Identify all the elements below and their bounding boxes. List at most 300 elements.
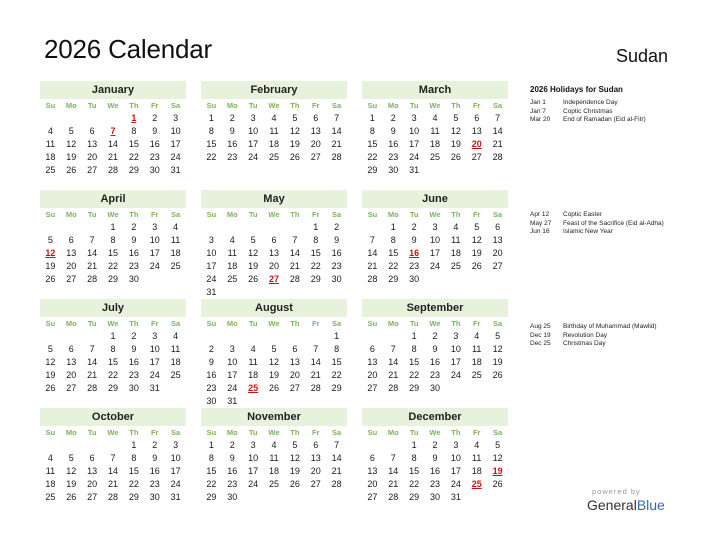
weekday-label: Su [45, 210, 56, 219]
holiday-date: Aug 25 [530, 323, 551, 330]
day-cell: 17 [170, 466, 181, 476]
day-cell: 5 [47, 235, 53, 245]
day-cell: 23 [388, 152, 399, 162]
day-cell: 13 [268, 248, 279, 258]
day-grid [40, 99, 186, 177]
day-cell: 20 [289, 370, 300, 380]
weekday-label: We [268, 319, 280, 328]
weekday-label: Su [367, 210, 378, 219]
weekday-label: Th [290, 101, 300, 110]
day-cell: 11 [451, 235, 461, 245]
holiday-day: 16 [409, 248, 420, 258]
day-cell: 16 [128, 357, 139, 367]
day-grid [201, 208, 347, 299]
day-cell: 11 [269, 453, 279, 463]
month-august [201, 299, 347, 408]
holiday-date: Apr 12 [530, 211, 550, 218]
holiday-name: Birthday of Muhammad (Mawlid) [563, 323, 657, 330]
day-cell: 9 [432, 344, 438, 354]
day-cell: 12 [248, 248, 259, 258]
empty-day [61, 221, 82, 234]
day-cell: 8 [131, 126, 137, 136]
holiday-date: Mar 20 [530, 116, 551, 124]
day-cell: 10 [450, 453, 461, 463]
day-cell: 25 [450, 261, 461, 271]
weekday-label: Su [206, 101, 217, 110]
day-cell: 2 [131, 222, 137, 232]
weekday-label: Tu [248, 210, 258, 219]
day-cell: 1 [390, 222, 396, 232]
day-cell: 18 [471, 466, 482, 476]
holiday-day: 19 [492, 466, 503, 476]
day-cell: 12 [471, 235, 482, 245]
day-cell: 21 [87, 370, 98, 380]
weekday-label: Mo [387, 319, 399, 328]
day-cell: 25 [170, 261, 181, 271]
day-cell: 12 [289, 126, 300, 136]
day-cell: 21 [492, 139, 503, 149]
day-cell: 11 [472, 453, 482, 463]
day-cell: 23 [429, 370, 440, 380]
day-cell: 28 [87, 274, 98, 284]
day-cell: 4 [271, 113, 277, 123]
day-cell: 7 [110, 453, 116, 463]
day-cell: 10 [149, 344, 160, 354]
empty-day [82, 112, 103, 125]
weekday-label: Fr [472, 428, 481, 437]
month-july [40, 299, 186, 395]
day-grid [362, 208, 508, 286]
weekday-label: Fr [150, 428, 159, 437]
weekday-label: Sa [331, 428, 342, 437]
day-cell: 21 [289, 261, 300, 271]
day-cell: 13 [310, 453, 321, 463]
day-cell: 25 [45, 492, 56, 502]
day-cell: 18 [268, 466, 279, 476]
day-cell: 2 [131, 331, 137, 341]
day-cell: 19 [45, 370, 56, 380]
day-cell: 22 [206, 479, 217, 489]
day-cell: 12 [450, 126, 461, 136]
day-cell: 1 [208, 440, 214, 450]
day-cell: 22 [367, 152, 378, 162]
day-cell: 23 [227, 152, 238, 162]
day-cell: 6 [313, 440, 319, 450]
day-cell: 23 [227, 479, 238, 489]
day-cell: 2 [152, 113, 158, 123]
day-cell: 18 [45, 479, 56, 489]
day-cell: 5 [474, 222, 480, 232]
day-cell: 18 [450, 248, 461, 258]
month-name: March [362, 81, 508, 99]
weekday-label: Th [451, 319, 461, 328]
day-cell: 20 [87, 152, 98, 162]
day-cell: 27 [492, 261, 503, 271]
day-cell: 16 [149, 466, 160, 476]
day-cell: 31 [170, 165, 181, 175]
day-cell: 15 [128, 139, 139, 149]
day-cell: 17 [170, 139, 181, 149]
day-cell: 2 [390, 113, 396, 123]
month-january [40, 81, 186, 177]
day-cell: 7 [390, 453, 396, 463]
empty-day [61, 112, 82, 125]
day-cell: 31 [227, 396, 238, 406]
day-cell: 19 [450, 139, 461, 149]
weekday-label: Th [290, 210, 300, 219]
day-cell: 3 [229, 344, 235, 354]
holiday-row [530, 340, 705, 349]
day-cell: 7 [390, 344, 396, 354]
weekday-label: Mo [65, 319, 77, 328]
weekday-label: Sa [331, 101, 342, 110]
day-cell: 2 [152, 440, 158, 450]
day-cell: 24 [206, 274, 217, 284]
weekday-label: Th [129, 210, 139, 219]
day-cell: 22 [409, 479, 420, 489]
day-cell: 12 [492, 344, 503, 354]
day-cell: 5 [68, 126, 74, 136]
day-cell: 14 [87, 248, 98, 258]
day-cell: 10 [227, 357, 238, 367]
day-cell: 14 [367, 248, 378, 258]
empty-day [264, 221, 285, 234]
day-cell: 16 [429, 466, 440, 476]
day-cell: 13 [66, 248, 77, 258]
brand-logo [587, 497, 665, 513]
day-cell: 3 [411, 113, 417, 123]
day-cell: 4 [271, 440, 277, 450]
weekday-label: Sa [492, 319, 503, 328]
weekday-label: Sa [331, 319, 342, 328]
day-cell: 10 [170, 126, 181, 136]
day-cell: 13 [471, 126, 482, 136]
holiday-day: 7 [110, 126, 116, 136]
empty-day [201, 221, 222, 234]
day-cell: 25 [45, 165, 56, 175]
day-cell: 10 [170, 453, 181, 463]
empty-day [284, 221, 305, 234]
day-cell: 14 [331, 126, 342, 136]
day-cell: 28 [310, 383, 321, 393]
day-cell: 13 [87, 139, 98, 149]
weekday-label: We [429, 101, 441, 110]
day-cell: 1 [369, 113, 375, 123]
weekday-label: Su [45, 428, 56, 437]
page-title: 2026 Calendar [44, 34, 212, 64]
month-name: February [201, 81, 347, 99]
day-cell: 17 [206, 261, 217, 271]
day-cell: 24 [149, 261, 160, 271]
holiday-date: Dec 25 [530, 340, 551, 348]
weekday-label: Su [206, 210, 217, 219]
weekday-label: Su [367, 319, 378, 328]
day-cell: 3 [432, 222, 438, 232]
day-cell: 9 [390, 126, 396, 136]
day-cell: 13 [367, 466, 378, 476]
weekday-label: Fr [311, 319, 320, 328]
day-cell: 31 [409, 165, 420, 175]
day-cell: 30 [429, 492, 440, 502]
day-cell: 4 [173, 331, 179, 341]
day-cell: 23 [149, 479, 160, 489]
day-cell: 5 [292, 113, 298, 123]
day-cell: 10 [429, 235, 440, 245]
holiday-day: 20 [471, 139, 482, 149]
day-cell: 7 [495, 113, 501, 123]
weekday-label: Fr [311, 101, 320, 110]
day-cell: 8 [411, 344, 417, 354]
day-cell: 11 [248, 357, 258, 367]
holiday-row [530, 228, 705, 237]
day-cell: 14 [388, 466, 399, 476]
day-cell: 3 [173, 113, 179, 123]
weekday-label: We [268, 101, 280, 110]
day-cell: 8 [110, 235, 116, 245]
day-cell: 4 [250, 344, 256, 354]
day-cell: 29 [107, 383, 118, 393]
day-cell: 17 [149, 248, 160, 258]
day-grid [40, 426, 186, 504]
day-cell: 9 [208, 357, 214, 367]
weekday-label: Sa [170, 319, 181, 328]
empty-day [82, 439, 103, 452]
day-cell: 30 [388, 165, 399, 175]
day-cell: 9 [411, 235, 417, 245]
day-cell: 3 [453, 440, 459, 450]
day-cell: 22 [206, 152, 217, 162]
day-cell: 19 [248, 261, 259, 271]
day-cell: 28 [367, 274, 378, 284]
day-cell: 2 [334, 222, 340, 232]
day-cell: 16 [331, 248, 342, 258]
day-cell: 8 [110, 344, 116, 354]
weekday-label: Mo [226, 319, 238, 328]
weekday-label: Th [451, 210, 461, 219]
day-grid [362, 317, 508, 395]
empty-day [264, 330, 285, 343]
day-grid [362, 99, 508, 177]
empty-day [305, 330, 326, 343]
day-cell: 20 [310, 139, 321, 149]
country-name: Sudan [615, 46, 668, 66]
day-cell: 22 [331, 370, 342, 380]
day-cell: 6 [68, 235, 74, 245]
weekday-label: Su [45, 101, 56, 110]
day-cell: 28 [331, 479, 342, 489]
weekday-label: We [268, 210, 280, 219]
day-cell: 18 [45, 152, 56, 162]
day-cell: 5 [47, 344, 53, 354]
day-cell: 11 [170, 344, 181, 354]
day-cell: 6 [89, 453, 95, 463]
day-cell: 15 [409, 466, 420, 476]
day-cell: 20 [268, 261, 279, 271]
day-cell: 5 [292, 440, 298, 450]
empty-day [82, 330, 103, 343]
weekday-label: Sa [492, 210, 503, 219]
day-cell: 22 [128, 479, 139, 489]
day-cell: 16 [149, 139, 160, 149]
brand-part-general: General [587, 497, 637, 513]
day-cell: 11 [472, 344, 482, 354]
day-cell: 19 [45, 261, 56, 271]
day-cell: 14 [492, 126, 503, 136]
day-cell: 9 [432, 453, 438, 463]
weekday-label: Tu [248, 428, 258, 437]
weekday-label: We [429, 428, 441, 437]
weekday-label: Mo [226, 210, 238, 219]
holiday-day: 25 [248, 383, 259, 393]
day-cell: 19 [289, 139, 300, 149]
day-cell: 6 [474, 113, 480, 123]
day-cell: 15 [206, 466, 217, 476]
day-cell: 16 [429, 357, 440, 367]
day-cell: 7 [313, 344, 319, 354]
month-name: May [201, 190, 347, 208]
day-cell: 5 [68, 453, 74, 463]
day-cell: 19 [492, 357, 503, 367]
month-february [201, 81, 347, 164]
weekday-label: Th [290, 428, 300, 437]
day-cell: 17 [429, 248, 440, 258]
day-cell: 16 [227, 466, 238, 476]
month-name: October [40, 408, 186, 426]
day-cell: 8 [131, 453, 137, 463]
day-cell: 8 [208, 453, 214, 463]
day-cell: 29 [128, 492, 139, 502]
day-cell: 2 [432, 331, 438, 341]
day-cell: 17 [248, 466, 259, 476]
day-cell: 14 [289, 248, 300, 258]
weekday-label: Th [451, 101, 461, 110]
day-cell: 22 [128, 152, 139, 162]
day-cell: 3 [453, 331, 459, 341]
day-cell: 30 [206, 396, 217, 406]
day-cell: 23 [331, 261, 342, 271]
day-cell: 9 [152, 126, 158, 136]
day-cell: 25 [268, 152, 279, 162]
weekday-label: We [107, 210, 119, 219]
day-cell: 21 [367, 261, 378, 271]
day-cell: 5 [495, 440, 501, 450]
weekday-label: Su [45, 319, 56, 328]
empty-day [61, 330, 82, 343]
weekday-label: Tu [248, 319, 258, 328]
weekday-label: Fr [311, 428, 320, 437]
day-cell: 1 [110, 222, 116, 232]
day-cell: 4 [47, 453, 53, 463]
weekday-label: Sa [492, 101, 503, 110]
day-cell: 15 [388, 248, 399, 258]
day-cell: 7 [369, 235, 375, 245]
day-cell: 3 [208, 235, 214, 245]
day-cell: 15 [107, 248, 118, 258]
day-cell: 25 [471, 370, 482, 380]
holiday-name: End of Ramadan (Eid al-Fitr) [563, 116, 646, 124]
holiday-date: Jan 1 [530, 99, 546, 106]
day-cell: 3 [173, 440, 179, 450]
holiday-day: 27 [268, 274, 279, 284]
holiday-name: Coptic Easter [563, 211, 603, 218]
day-cell: 26 [45, 274, 56, 284]
day-cell: 24 [227, 383, 238, 393]
weekday-label: We [429, 319, 441, 328]
day-cell: 19 [66, 479, 77, 489]
day-cell: 30 [128, 383, 139, 393]
weekday-label: We [107, 428, 119, 437]
day-cell: 6 [68, 344, 74, 354]
holiday-name: Independence Day [563, 99, 618, 106]
day-cell: 24 [450, 370, 461, 380]
day-cell: 21 [388, 479, 399, 489]
day-cell: 1 [110, 331, 116, 341]
empty-day [362, 439, 383, 452]
weekday-label: Th [451, 428, 461, 437]
holiday-name: Feast of the Sacrifice (Eid al-Adha) [563, 219, 664, 227]
day-cell: 5 [453, 113, 459, 123]
day-cell: 18 [471, 357, 482, 367]
day-cell: 12 [289, 453, 300, 463]
day-cell: 22 [107, 261, 118, 271]
brand-part-blue: Blue [636, 497, 665, 513]
day-cell: 10 [248, 453, 259, 463]
day-cell: 8 [334, 344, 340, 354]
day-cell: 3 [152, 331, 158, 341]
day-cell: 23 [409, 261, 420, 271]
day-cell: 20 [66, 261, 77, 271]
month-september [362, 299, 508, 395]
weekday-label: Sa [492, 428, 503, 437]
day-cell: 1 [411, 331, 417, 341]
day-cell: 21 [107, 152, 118, 162]
day-cell: 7 [334, 113, 340, 123]
weekday-label: We [268, 428, 280, 437]
empty-day [103, 439, 124, 452]
day-cell: 12 [268, 357, 279, 367]
day-cell: 15 [206, 139, 217, 149]
month-name: July [40, 299, 186, 317]
day-cell: 26 [248, 274, 259, 284]
weekday-label: Mo [65, 210, 77, 219]
day-cell: 6 [313, 113, 319, 123]
day-cell: 24 [248, 152, 259, 162]
day-cell: 23 [149, 152, 160, 162]
month-november [201, 408, 347, 504]
weekday-label: Fr [472, 210, 481, 219]
day-cell: 28 [107, 165, 118, 175]
day-cell: 4 [229, 235, 235, 245]
day-cell: 31 [206, 287, 217, 297]
day-cell: 29 [128, 165, 139, 175]
day-cell: 29 [310, 274, 321, 284]
day-cell: 20 [367, 479, 378, 489]
day-cell: 20 [367, 370, 378, 380]
holiday-row [530, 220, 705, 229]
day-cell: 21 [388, 370, 399, 380]
day-cell: 10 [450, 344, 461, 354]
day-cell: 18 [248, 370, 259, 380]
day-cell: 30 [149, 165, 160, 175]
day-cell: 30 [331, 274, 342, 284]
holiday-row [530, 108, 705, 117]
holiday-row [530, 332, 705, 341]
day-cell: 29 [107, 274, 118, 284]
day-cell: 22 [107, 370, 118, 380]
month-april [40, 190, 186, 286]
day-grid [201, 99, 347, 164]
day-cell: 13 [66, 357, 77, 367]
